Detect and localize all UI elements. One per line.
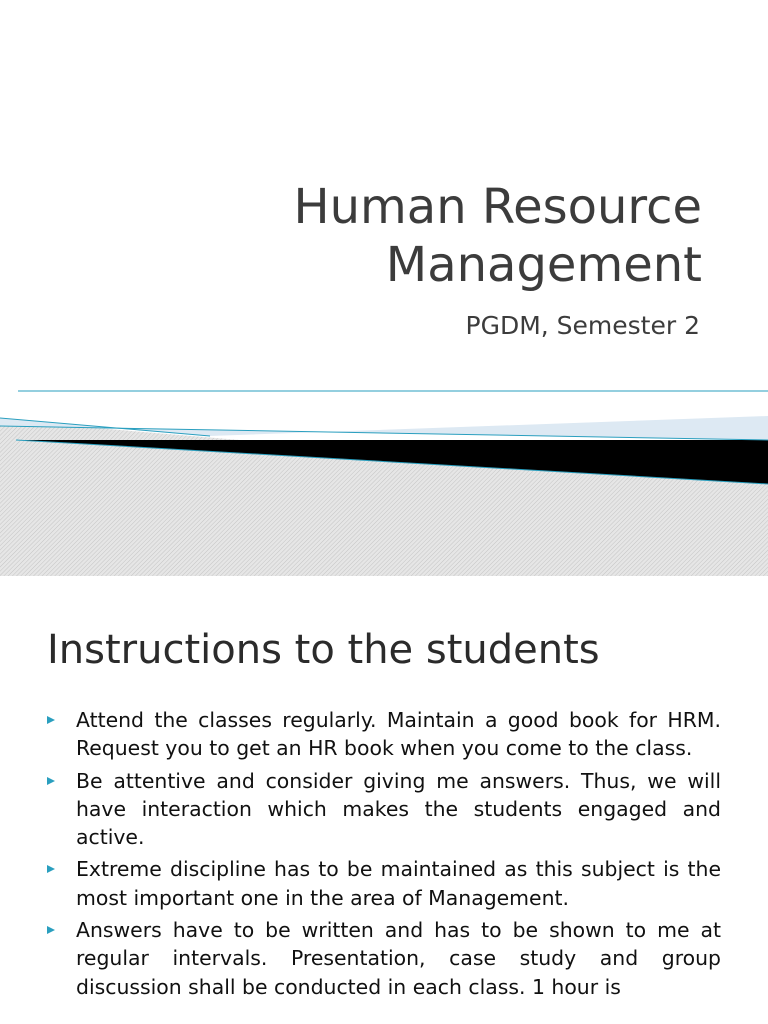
bullet-text: Extreme discipline has to be maintained as this subject is the most important one in the area of Management.	[76, 857, 721, 910]
bullet-text: Attend the classes regularly. Maintain a good book for HRM. Request you to get an HR book when you come to the class.	[76, 708, 721, 761]
slide-subtitle: PGDM, Semester 2	[465, 311, 700, 340]
bullet-item	[47, 706, 721, 763]
bullet-item	[47, 916, 721, 1001]
bullet-text: Answers have to be written and has to be shown to me at regular intervals. Presentation, case study and group discussion shall be conducted in each class. 1 hour is	[76, 918, 721, 999]
slide-title-line-1: Human Resource	[293, 179, 702, 235]
bullet-item	[47, 767, 721, 852]
triangle-bullet-icon	[47, 865, 55, 873]
bullet-text: Be attentive and consider giving me answers. Thus, we will have interaction which makes the students engaged and active.	[76, 768, 721, 850]
triangle-bullet-icon	[47, 926, 55, 934]
slide-heading: Instructions to the students	[47, 627, 600, 673]
bullet-item	[47, 855, 721, 912]
triangle-bullet-icon	[47, 716, 55, 724]
decorative-bands	[0, 380, 768, 576]
instructions-slide	[0, 576, 768, 1024]
triangle-bullet-icon	[47, 777, 55, 785]
slide-title	[2, 178, 702, 294]
slide-title-line-2: Management	[385, 237, 702, 293]
bullet-list	[47, 706, 721, 1005]
